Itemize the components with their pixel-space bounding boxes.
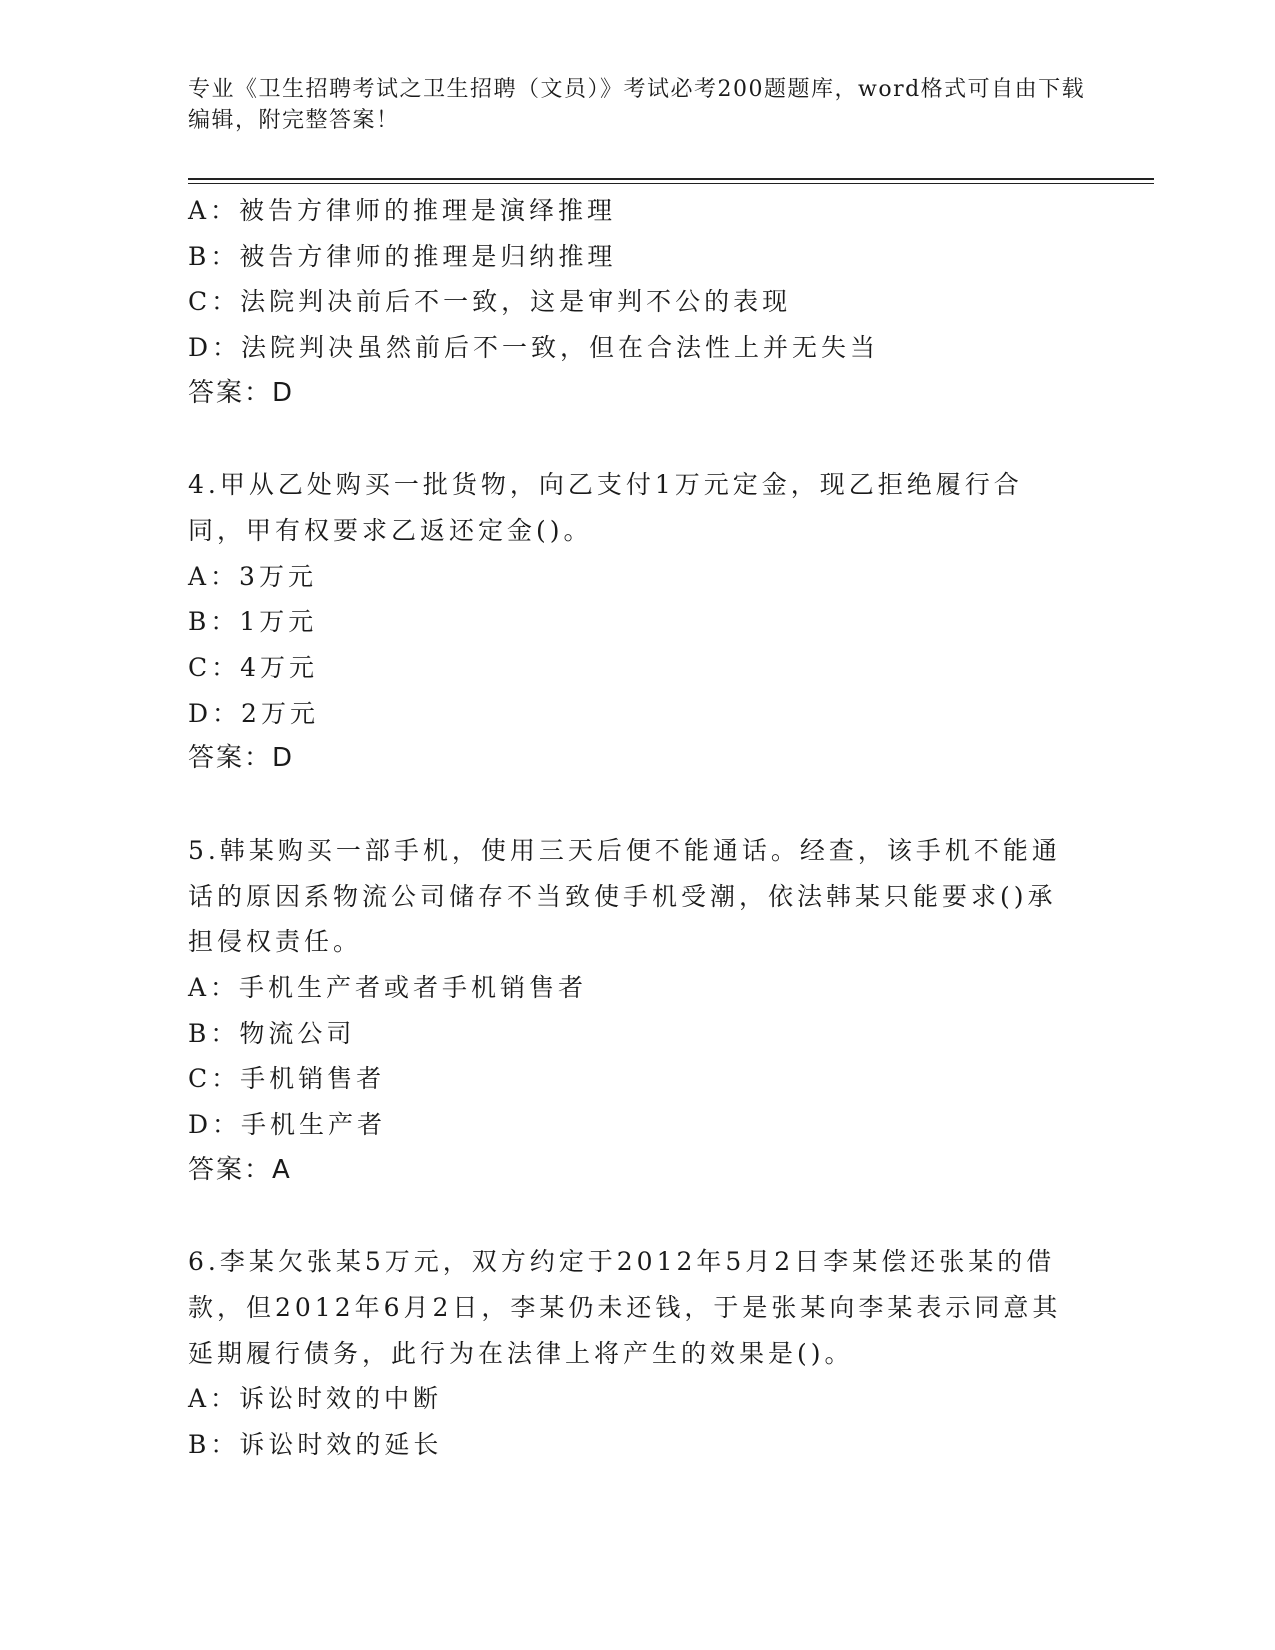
option-c: C：4万元 [188,653,319,683]
header-divider-thick [188,178,1154,180]
option-b: B：被告方律师的推理是归纳推理 [188,241,617,271]
question-stem: 5.韩某购买一部手机，使用三天后便不能通话。经查，该手机不能通话的原因系物流公司储存不当致使手机受潮，依法韩某只能要求()承担侵权责任。 [188,835,1061,957]
option-a: A：手机生产者或者手机销售者 [188,972,588,1002]
answer-label: 答案：A [188,1154,292,1185]
option-b: B：物流公司 [188,1018,356,1048]
header-divider-thin [188,183,1154,184]
question-3 [188,188,1088,417]
question-4 [188,462,1088,782]
option-d: D：2万元 [188,698,319,728]
option-c: C：法院判决前后不一致，这是审判不公的表现 [188,287,792,317]
option-b: B：诉讼时效的延长 [188,1429,443,1459]
question-5 [188,828,1088,1194]
question-list [188,188,1088,1468]
page-header-title: 专业《卫生招聘考试之卫生招聘（文员）》考试必考200题题库，word格式可自由下载编辑，附完整答案！ [188,77,1086,133]
spacer [188,417,1088,463]
question-6 [188,1239,1088,1468]
option-d: D：法院判决虽然前后不一致，但在合法性上并无失当 [188,333,880,363]
answer-label: 答案：D [188,743,295,774]
option-b: B：1万元 [188,607,318,637]
option-a: A：被告方律师的推理是演绎推理 [188,196,617,225]
answer-label: 答案：D [188,377,295,408]
option-c: C：手机销售者 [188,1064,386,1094]
option-a: A：诉讼时效的中断 [188,1384,443,1414]
option-a: A：3万元 [188,561,317,591]
question-stem: 6.李某欠张某5万元，双方约定于2012年5月2日李某偿还张某的借款，但2012年6月2日，李某仍未还钱，于是张某向李某表示同意其延期履行债务，此行为在法律上将产生的效果是()。 [188,1247,1062,1368]
question-stem: 4.甲从乙处购买一批货物，向乙支付1万元定金，现乙拒绝履行合同，甲有权要求乙返还定金()。 [188,470,1023,545]
spacer [188,782,1088,828]
spacer [188,1193,1088,1239]
option-d: D：手机生产者 [188,1110,387,1140]
